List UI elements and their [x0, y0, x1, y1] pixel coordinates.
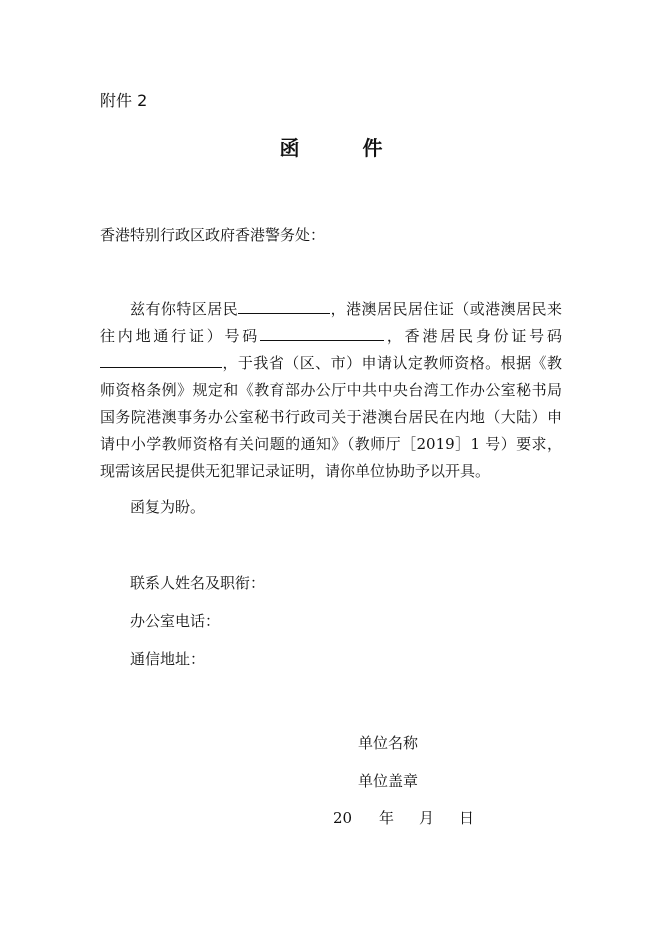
body-text-part-3: ，香港居民身份证号码 — [384, 327, 562, 345]
body-paragraph — [100, 296, 562, 485]
resident-name-blank — [238, 298, 330, 314]
unit-seal: 单位盖章 — [358, 772, 419, 790]
contact-address: 通信地址： — [130, 650, 206, 668]
recipient-line: 香港特别行政区政府香港警务处： — [100, 226, 326, 244]
contact-name-title: 联系人姓名及职衔： — [130, 574, 266, 592]
body-text-part-2: ，港澳居民居住证（或港澳居民来往内地通行证）号码 — [100, 300, 562, 345]
hkid-number-blank — [100, 352, 222, 368]
closing-line: 函复为盼。 — [130, 498, 206, 516]
attachment-label: 附件 2 — [100, 91, 148, 110]
document-title: 函 件 — [279, 136, 411, 160]
contact-phone: 办公室电话： — [130, 612, 221, 630]
date-line — [333, 807, 474, 828]
date-day-label: 日 — [459, 809, 475, 827]
body-text-part-4: ，于我省（区、市）申请认定教师资格。根据《教师资格条例》规定和《教育部办公厅中共中央台湾工作办公室秘书局国务院港澳事务办公室秘书行政司关于港澳台居民在内地（大陆）申请中小学教师资格有关问题的通知》（教师厅［2019］1 号）要求，现需该居民提供无犯罪记录证明，请你单位协助予以开具。 — [100, 354, 562, 480]
date-month-label: 月 — [419, 809, 435, 827]
body-text-part-1: 兹有你特区居民 — [130, 300, 239, 318]
date-year-prefix: 20 — [333, 809, 353, 827]
unit-name: 单位名称 — [358, 734, 419, 752]
permit-number-blank — [260, 325, 384, 341]
date-year-label: 年 — [379, 809, 395, 827]
